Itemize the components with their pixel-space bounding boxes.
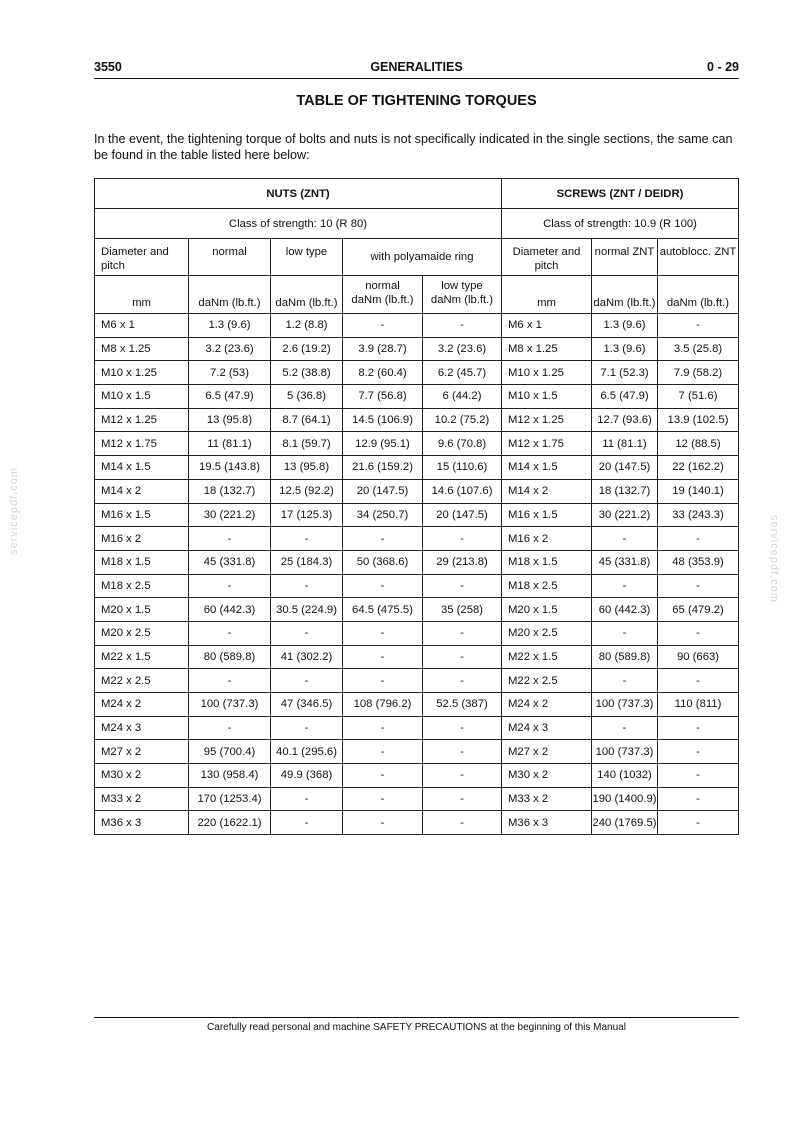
- screw-size-cell: M30 x 2: [502, 764, 592, 788]
- header-diameter-nuts: Diameter and pitch: [95, 239, 189, 276]
- nut-normal-cell: 130 (958.4): [189, 764, 271, 788]
- screw-size-cell: M20 x 1.5: [502, 598, 592, 622]
- screw-normal-cell: 100 (737.3): [592, 693, 658, 717]
- nut-size-cell: M22 x 1.5: [95, 645, 189, 669]
- screws-class: Class of strength: 10.9 (R 100): [502, 209, 739, 239]
- screw-autoblocc-cell: -: [658, 764, 739, 788]
- table-row: [95, 716, 739, 740]
- nuts-title: NUTS (ZNT): [95, 179, 502, 209]
- poly-normal-cell: 108 (796.2): [343, 693, 423, 717]
- nut-size-cell: M24 x 3: [95, 716, 189, 740]
- screw-autoblocc-cell: 65 (479.2): [658, 598, 739, 622]
- nut-size-cell: M8 x 1.25: [95, 337, 189, 361]
- section-title: GENERALITIES: [370, 60, 463, 74]
- table-row: [95, 787, 739, 811]
- poly-normal-cell: 20 (147.5): [343, 479, 423, 503]
- poly-low-type-cell: -: [423, 621, 502, 645]
- poly-normal-cell: -: [343, 645, 423, 669]
- page-header: [94, 58, 739, 79]
- table-row: [95, 550, 739, 574]
- poly-low-type-cell: 3.2 (23.6): [423, 337, 502, 361]
- screw-size-cell: M24 x 2: [502, 693, 592, 717]
- nut-low-type-cell: -: [271, 669, 343, 693]
- nut-normal-cell: 3.2 (23.6): [189, 337, 271, 361]
- screw-size-cell: M6 x 1: [502, 314, 592, 338]
- poly-low-type-cell: 15 (110.6): [423, 456, 502, 480]
- table-row: [95, 645, 739, 669]
- screw-size-cell: M10 x 1.25: [502, 361, 592, 385]
- poly-low-type-cell: -: [423, 716, 502, 740]
- screw-normal-cell: -: [592, 574, 658, 598]
- header-poly-normal-cell: [343, 276, 423, 314]
- nut-size-cell: M12 x 1.25: [95, 408, 189, 432]
- nut-normal-cell: 45 (331.8): [189, 550, 271, 574]
- screw-autoblocc-cell: -: [658, 811, 739, 835]
- poly-low-type-cell: -: [423, 645, 502, 669]
- table-row: [95, 527, 739, 551]
- poly-low-type-cell: 20 (147.5): [423, 503, 502, 527]
- unit-torque: daNm (lb.ft.): [592, 276, 658, 314]
- poly-low-type-cell: -: [423, 787, 502, 811]
- nut-low-type-cell: 25 (184.3): [271, 550, 343, 574]
- screw-autoblocc-cell: -: [658, 314, 739, 338]
- footer-divider: [94, 1017, 739, 1018]
- unit-mm: mm: [502, 276, 592, 314]
- nut-low-type-cell: 12.5 (92.2): [271, 479, 343, 503]
- screw-autoblocc-cell: -: [658, 621, 739, 645]
- nut-low-type-cell: 49.9 (368): [271, 764, 343, 788]
- table-row: [95, 811, 739, 835]
- poly-low-type-cell: 6.2 (45.7): [423, 361, 502, 385]
- nut-size-cell: M20 x 1.5: [95, 598, 189, 622]
- nut-size-cell: M20 x 2.5: [95, 621, 189, 645]
- poly-low-type-cell: 9.6 (70.8): [423, 432, 502, 456]
- nut-low-type-cell: 41 (302.2): [271, 645, 343, 669]
- screw-autoblocc-cell: -: [658, 716, 739, 740]
- nut-low-type-cell: 13 (95.8): [271, 456, 343, 480]
- screw-size-cell: M22 x 1.5: [502, 645, 592, 669]
- unit-torque: daNm (lb.ft.): [430, 294, 494, 306]
- nut-low-type-cell: -: [271, 811, 343, 835]
- table-row: [95, 337, 739, 361]
- poly-normal-cell: -: [343, 787, 423, 811]
- table-row: [95, 314, 739, 338]
- screw-size-cell: M16 x 2: [502, 527, 592, 551]
- nut-low-type-cell: 17 (125.3): [271, 503, 343, 527]
- nut-normal-cell: 1.3 (9.6): [189, 314, 271, 338]
- watermark-right: servicepdf.com: [768, 515, 780, 603]
- poly-normal-cell: 21.6 (159.2): [343, 456, 423, 480]
- nut-normal-cell: -: [189, 527, 271, 551]
- table-row: [95, 456, 739, 480]
- nut-normal-cell: -: [189, 621, 271, 645]
- header-low-type: low type: [271, 239, 343, 276]
- screw-autoblocc-cell: -: [658, 787, 739, 811]
- screw-normal-cell: 60 (442.3): [592, 598, 658, 622]
- screw-normal-cell: 100 (737.3): [592, 740, 658, 764]
- poly-low-type-cell: 14.6 (107.6): [423, 479, 502, 503]
- nut-size-cell: M18 x 2.5: [95, 574, 189, 598]
- nut-size-cell: M36 x 3: [95, 811, 189, 835]
- screws-title: SCREWS (ZNT / DEIDR): [502, 179, 739, 209]
- nut-low-type-cell: 8.1 (59.7): [271, 432, 343, 456]
- poly-normal-cell: 34 (250.7): [343, 503, 423, 527]
- table-row: [95, 385, 739, 409]
- screw-size-cell: M24 x 3: [502, 716, 592, 740]
- nut-size-cell: M16 x 1.5: [95, 503, 189, 527]
- screw-autoblocc-cell: 7 (51.6): [658, 385, 739, 409]
- screw-normal-cell: 240 (1769.5): [592, 811, 658, 835]
- nut-low-type-cell: 5 (36.8): [271, 385, 343, 409]
- screw-size-cell: M14 x 1.5: [502, 456, 592, 480]
- poly-low-type-cell: -: [423, 574, 502, 598]
- header-screw-normal: normal ZNT: [592, 239, 658, 276]
- nut-size-cell: M14 x 2: [95, 479, 189, 503]
- table-row: [95, 574, 739, 598]
- table-row: [95, 598, 739, 622]
- screw-normal-cell: -: [592, 621, 658, 645]
- nut-size-cell: M27 x 2: [95, 740, 189, 764]
- nut-size-cell: M22 x 2.5: [95, 669, 189, 693]
- table-row: [95, 764, 739, 788]
- unit-torque: daNm (lb.ft.): [658, 276, 739, 314]
- header-poly-normal: normal: [365, 280, 400, 292]
- poly-normal-cell: -: [343, 740, 423, 764]
- nut-normal-cell: -: [189, 669, 271, 693]
- nut-normal-cell: 19.5 (143.8): [189, 456, 271, 480]
- table-row: [95, 503, 739, 527]
- unit-torque: daNm (lb.ft.): [189, 276, 271, 314]
- nut-normal-cell: 60 (442.3): [189, 598, 271, 622]
- poly-low-type-cell: -: [423, 314, 502, 338]
- nut-normal-cell: 30 (221.2): [189, 503, 271, 527]
- table-row: [95, 693, 739, 717]
- nut-normal-cell: 220 (1622.1): [189, 811, 271, 835]
- nut-low-type-cell: -: [271, 527, 343, 551]
- table-row: [95, 740, 739, 764]
- nut-size-cell: M10 x 1.25: [95, 361, 189, 385]
- poly-normal-cell: -: [343, 314, 423, 338]
- screw-autoblocc-cell: 19 (140.1): [658, 479, 739, 503]
- poly-normal-cell: -: [343, 811, 423, 835]
- screw-normal-cell: 1.3 (9.6): [592, 314, 658, 338]
- table-row: [95, 408, 739, 432]
- screw-size-cell: M12 x 1.75: [502, 432, 592, 456]
- poly-low-type-cell: -: [423, 764, 502, 788]
- nut-normal-cell: -: [189, 716, 271, 740]
- screw-normal-cell: 45 (331.8): [592, 550, 658, 574]
- unit-mm: mm: [95, 276, 189, 314]
- screw-autoblocc-cell: -: [658, 669, 739, 693]
- screw-autoblocc-cell: 3.5 (25.8): [658, 337, 739, 361]
- nut-low-type-cell: -: [271, 716, 343, 740]
- screw-normal-cell: -: [592, 669, 658, 693]
- header-poly-low-cell: [423, 276, 502, 314]
- poly-normal-cell: 64.5 (475.5): [343, 598, 423, 622]
- poly-normal-cell: -: [343, 669, 423, 693]
- poly-normal-cell: -: [343, 764, 423, 788]
- nut-low-type-cell: -: [271, 621, 343, 645]
- nut-normal-cell: 95 (700.4): [189, 740, 271, 764]
- screw-autoblocc-cell: 7.9 (58.2): [658, 361, 739, 385]
- screw-size-cell: M27 x 2: [502, 740, 592, 764]
- nut-low-type-cell: -: [271, 787, 343, 811]
- screw-autoblocc-cell: 48 (353.9): [658, 550, 739, 574]
- screw-autoblocc-cell: 13.9 (102.5): [658, 408, 739, 432]
- screw-size-cell: M18 x 1.5: [502, 550, 592, 574]
- screw-autoblocc-cell: -: [658, 574, 739, 598]
- header-polyamide-ring: with polyamaide ring: [343, 239, 502, 276]
- screw-normal-cell: 30 (221.2): [592, 503, 658, 527]
- page-number: 0 - 29: [707, 60, 739, 74]
- poly-normal-cell: 3.9 (28.7): [343, 337, 423, 361]
- unit-torque: daNm (lb.ft.): [351, 294, 414, 306]
- torque-table: [94, 178, 739, 835]
- poly-low-type-cell: 52.5 (387): [423, 693, 502, 717]
- poly-normal-cell: 14.5 (106.9): [343, 408, 423, 432]
- table-row: [95, 361, 739, 385]
- table-row: [95, 621, 739, 645]
- unit-torque: daNm (lb.ft.): [271, 276, 343, 314]
- screw-normal-cell: 190 (1400.9): [592, 787, 658, 811]
- table-row: [95, 669, 739, 693]
- screw-normal-cell: 6.5 (47.9): [592, 385, 658, 409]
- nut-low-type-cell: 40.1 (295.6): [271, 740, 343, 764]
- intro-paragraph: In the event, the tightening torque of bolts and nuts is not specifically indicated in the single sections, the same can be found in the table listed here below:: [94, 132, 733, 162]
- nut-low-type-cell: 8.7 (64.1): [271, 408, 343, 432]
- screw-normal-cell: -: [592, 716, 658, 740]
- screw-autoblocc-cell: 22 (162.2): [658, 456, 739, 480]
- nut-low-type-cell: 5.2 (38.8): [271, 361, 343, 385]
- poly-normal-cell: 12.9 (95.1): [343, 432, 423, 456]
- nut-low-type-cell: -: [271, 574, 343, 598]
- page-title: TABLE OF TIGHTENING TORQUES: [296, 93, 537, 109]
- poly-normal-cell: 50 (368.6): [343, 550, 423, 574]
- screw-size-cell: M14 x 2: [502, 479, 592, 503]
- header-autoblocc: autoblocc. ZNT: [658, 239, 739, 276]
- screw-normal-cell: 12.7 (93.6): [592, 408, 658, 432]
- nut-normal-cell: 11 (81.1): [189, 432, 271, 456]
- nut-normal-cell: 13 (95.8): [189, 408, 271, 432]
- screw-size-cell: M18 x 2.5: [502, 574, 592, 598]
- table-row: [95, 479, 739, 503]
- screw-autoblocc-cell: -: [658, 740, 739, 764]
- nut-normal-cell: 7.2 (53): [189, 361, 271, 385]
- nut-size-cell: M14 x 1.5: [95, 456, 189, 480]
- screw-autoblocc-cell: 33 (243.3): [658, 503, 739, 527]
- poly-low-type-cell: -: [423, 740, 502, 764]
- screw-normal-cell: 140 (1032): [592, 764, 658, 788]
- poly-low-type-cell: 29 (213.8): [423, 550, 502, 574]
- screw-normal-cell: 20 (147.5): [592, 456, 658, 480]
- screw-normal-cell: 80 (589.8): [592, 645, 658, 669]
- nut-normal-cell: 6.5 (47.9): [189, 385, 271, 409]
- watermark-left: servicepdf.com: [8, 467, 20, 555]
- nut-size-cell: M10 x 1.5: [95, 385, 189, 409]
- nut-low-type-cell: 1.2 (8.8): [271, 314, 343, 338]
- screw-size-cell: M16 x 1.5: [502, 503, 592, 527]
- header-poly-low: low type: [441, 280, 483, 292]
- poly-low-type-cell: 10.2 (75.2): [423, 408, 502, 432]
- screw-autoblocc-cell: 90 (663): [658, 645, 739, 669]
- poly-normal-cell: 8.2 (60.4): [343, 361, 423, 385]
- nut-size-cell: M12 x 1.75: [95, 432, 189, 456]
- nut-normal-cell: 170 (1253.4): [189, 787, 271, 811]
- screw-autoblocc-cell: -: [658, 527, 739, 551]
- screw-autoblocc-cell: 12 (88.5): [658, 432, 739, 456]
- nut-size-cell: M18 x 1.5: [95, 550, 189, 574]
- screw-normal-cell: 1.3 (9.6): [592, 337, 658, 361]
- header-diameter-screws: Diameter and pitch: [502, 239, 592, 276]
- nut-normal-cell: 18 (132.7): [189, 479, 271, 503]
- nut-size-cell: M24 x 2: [95, 693, 189, 717]
- screw-size-cell: M33 x 2: [502, 787, 592, 811]
- screw-normal-cell: 11 (81.1): [592, 432, 658, 456]
- screw-size-cell: M8 x 1.25: [502, 337, 592, 361]
- nut-low-type-cell: 47 (346.5): [271, 693, 343, 717]
- model-number: 3550: [94, 60, 122, 74]
- header-normal: normal: [189, 239, 271, 276]
- screw-normal-cell: 7.1 (52.3): [592, 361, 658, 385]
- screw-normal-cell: -: [592, 527, 658, 551]
- nut-low-type-cell: 30.5 (224.9): [271, 598, 343, 622]
- poly-normal-cell: -: [343, 574, 423, 598]
- nut-size-cell: M6 x 1: [95, 314, 189, 338]
- poly-normal-cell: -: [343, 716, 423, 740]
- nut-normal-cell: 80 (589.8): [189, 645, 271, 669]
- torque-table-body: [95, 314, 739, 835]
- screw-autoblocc-cell: 110 (811): [658, 693, 739, 717]
- nut-size-cell: M30 x 2: [95, 764, 189, 788]
- poly-low-type-cell: -: [423, 527, 502, 551]
- screw-size-cell: M12 x 1.25: [502, 408, 592, 432]
- poly-low-type-cell: -: [423, 669, 502, 693]
- footer-note: Carefully read personal and machine SAFETY PRECAUTIONS at the beginning of this Manual: [207, 1022, 626, 1033]
- table-row: [95, 432, 739, 456]
- poly-normal-cell: 7.7 (56.8): [343, 385, 423, 409]
- screw-size-cell: M36 x 3: [502, 811, 592, 835]
- screw-size-cell: M22 x 2.5: [502, 669, 592, 693]
- nuts-class: Class of strength: 10 (R 80): [95, 209, 502, 239]
- poly-normal-cell: -: [343, 527, 423, 551]
- screw-size-cell: M10 x 1.5: [502, 385, 592, 409]
- screw-normal-cell: 18 (132.7): [592, 479, 658, 503]
- poly-low-type-cell: -: [423, 811, 502, 835]
- nut-size-cell: M16 x 2: [95, 527, 189, 551]
- poly-low-type-cell: 35 (258): [423, 598, 502, 622]
- poly-normal-cell: -: [343, 621, 423, 645]
- nut-normal-cell: -: [189, 574, 271, 598]
- nut-low-type-cell: 2.6 (19.2): [271, 337, 343, 361]
- nut-normal-cell: 100 (737.3): [189, 693, 271, 717]
- nut-size-cell: M33 x 2: [95, 787, 189, 811]
- poly-low-type-cell: 6 (44.2): [423, 385, 502, 409]
- screw-size-cell: M20 x 2.5: [502, 621, 592, 645]
